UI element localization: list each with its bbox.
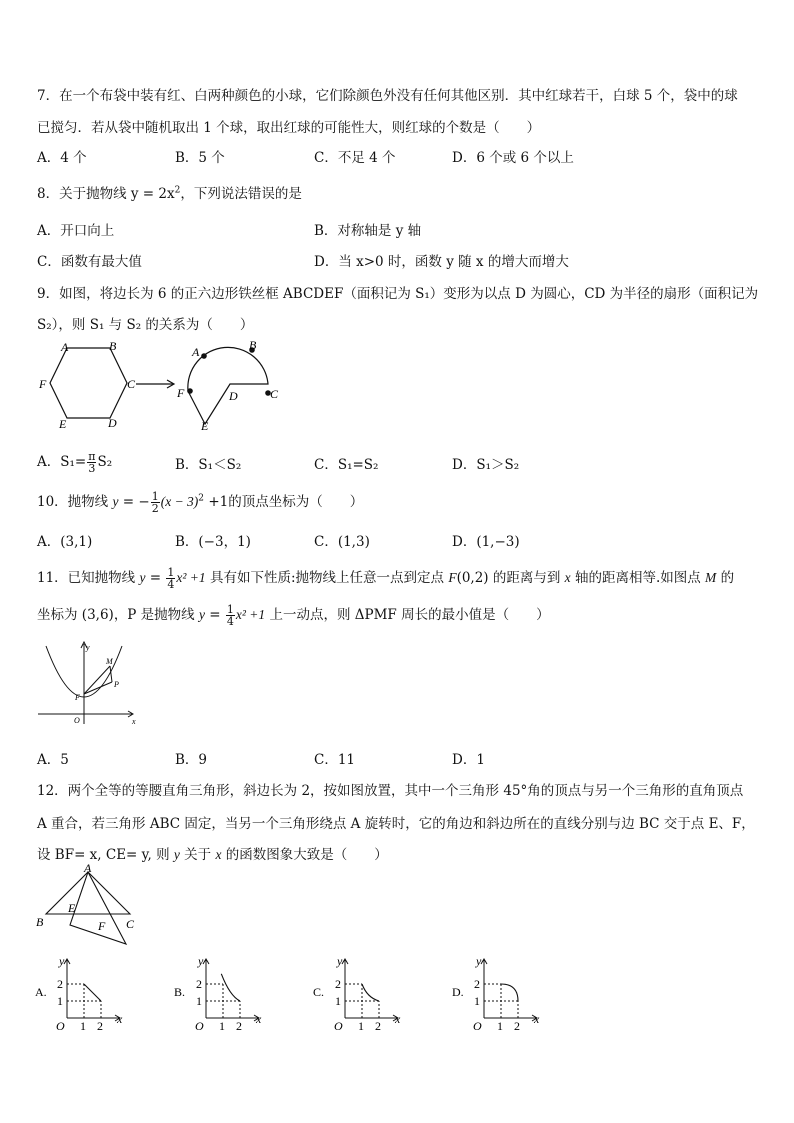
q8-option-b: B．对称轴是 y 轴	[314, 223, 422, 239]
hexagon-shape	[50, 348, 127, 418]
q11-var-y2: y	[198, 607, 205, 622]
q10-option-c: C．(1,3)	[314, 534, 370, 550]
q11-label-x: x	[132, 717, 136, 726]
graph-b-tick-2y: 2	[196, 977, 202, 991]
q10-option-d: D．(1,−3)	[452, 534, 520, 550]
graph-c-label-o: O	[334, 1019, 343, 1030]
q12-figure	[34, 862, 144, 952]
graph-c-curve	[362, 984, 379, 1001]
q12-text-1: 设 BF= x, CE= y, 则	[37, 847, 174, 863]
q11-frac2-num: 1	[226, 603, 234, 616]
sector-point-f	[187, 388, 193, 394]
hex-label-e: E	[59, 417, 67, 431]
sector-label-a: A	[192, 345, 200, 359]
q11-expression: x² +1	[176, 570, 206, 585]
graph-c-label-x: x	[395, 1012, 401, 1026]
q11-text-7: ，P 是抛物线	[113, 607, 199, 623]
hex-label-d: D	[108, 416, 117, 430]
q12-text-3: 的函数图象大致是（ ）	[221, 847, 388, 863]
q11-label-f: F	[75, 693, 80, 702]
q10-frac-num: 1	[151, 490, 159, 503]
q9-option-b: B．S₁＜S₂	[175, 457, 242, 473]
q8-exponent: 2	[174, 185, 181, 196]
q11-label-p: P	[114, 680, 119, 689]
q8-stem-tail: ，下列说法错误的是	[180, 186, 302, 202]
sector-label-e: E	[201, 419, 209, 433]
graph-a-label-y: y	[59, 954, 65, 968]
q11-frac-den: 4	[167, 578, 175, 591]
q11-label-y: y	[86, 643, 90, 652]
q11-text-3: 的距离与到	[488, 570, 565, 586]
q9-option-a-prefix: A．S₁=	[37, 454, 87, 470]
q10-equals: = −	[118, 494, 150, 510]
q10-option-a: A．(3,1)	[37, 534, 93, 550]
graph-a-curve	[84, 984, 101, 1001]
q8-stem	[37, 182, 302, 202]
q12-answer-graphs	[30, 950, 750, 1030]
graph-c-letter: C.	[313, 985, 325, 999]
graph-a-tick-1y: 1	[57, 994, 63, 1008]
segment-fp	[84, 682, 112, 694]
q7-option-c: C．不足 4 个	[314, 150, 396, 166]
graph-d-label-x: x	[534, 1012, 540, 1026]
q12-stem-line1: 12．两个全等的等腰直角三角形，斜边长为 2，按如图放置，其中一个三角形 45°角的顶点与另一个三角形的直角顶点	[37, 783, 744, 799]
q11-label-m: M	[106, 657, 113, 666]
q11-text-4: 轴的距离相等.如图点	[570, 570, 706, 586]
q12-label-b: B	[36, 915, 44, 929]
sector-label-d: D	[229, 389, 238, 403]
q8-option-d: D．当 x>0 时，函数 y 随 x 的增大而增大	[314, 254, 569, 270]
triangle-rotating	[70, 872, 126, 944]
graph-d-curve	[501, 984, 518, 1001]
q10-stem-tail: 的顶点坐标为（ ）	[228, 494, 364, 510]
graph-d-label-y: y	[476, 954, 482, 968]
graph-b-label-y: y	[198, 954, 204, 968]
q10-stem	[37, 490, 363, 514]
sector-label-f: F	[177, 386, 185, 400]
graph-b-tick-1x: 1	[219, 1019, 225, 1030]
q11-option-c: C．11	[314, 752, 356, 768]
q12-label-a: A	[84, 862, 92, 875]
hex-label-c: C	[127, 377, 136, 391]
q11-var-x: x	[564, 570, 571, 585]
q12-var-x: x	[215, 847, 222, 862]
q10-constant: +1	[204, 494, 229, 510]
q12-stem-line2: A 重合，若三角形 ABC 固定，当另一个三角形绕点 A 旋转时，它的角边和斜边所在的直线分别与边 BC 交于点 E、F，	[37, 816, 755, 832]
graph-d-tick-2y: 2	[474, 977, 480, 991]
q9-stem-line1: 9．如图，将边长为 6 的正六边形铁丝框 ABCDEF（面积记为 S₁）变形为以点 D 为圆心，CD 为半径的扇形（面积记为	[37, 286, 759, 302]
graph-a-label-x: x	[117, 1012, 123, 1026]
graph-c-tick-2x: 2	[375, 1019, 381, 1030]
graph-b-label-o: O	[195, 1019, 204, 1030]
q8-stem-text: 8．关于抛物线 y = 2x	[37, 186, 175, 202]
q10-option-b: B．(−3，1)	[175, 534, 251, 550]
graph-d-tick-1y: 1	[474, 994, 480, 1008]
q7-option-a: A．4 个	[37, 150, 87, 166]
graph-a-label-o: O	[56, 1019, 65, 1030]
triangle-abc	[46, 872, 130, 914]
q11-option-a: A．5	[37, 752, 69, 768]
q12-text-2: 关于	[179, 847, 216, 863]
q9-option-d: D．S₁＞S₂	[452, 457, 520, 473]
q11-stem-line2	[37, 603, 550, 627]
q11-text-2: 具有如下性质:抛物线上任意一点到定点	[205, 570, 449, 586]
q12-label-f: F	[98, 919, 106, 933]
q11-equals: =	[145, 570, 166, 586]
sector-shape	[188, 347, 268, 424]
graph-a-tick-2y: 2	[57, 977, 63, 991]
q11-point-f: (0,2)	[456, 570, 489, 586]
q9-stem-line2: S₂），则 S₁ 与 S₂ 的关系为（ ）	[37, 317, 254, 333]
q10-expression: (x − 3)	[160, 494, 199, 509]
sector-label-c: C	[270, 387, 279, 401]
hex-label-b: B	[109, 339, 117, 353]
q11-frac2-den: 4	[226, 615, 234, 628]
hex-label-f: F	[39, 377, 47, 391]
q11-point-m: (3,6)	[81, 607, 114, 623]
q8-option-c: C．函数有最大值	[37, 254, 142, 270]
q9-frac-num: π	[88, 450, 96, 463]
graph-a-tick-2x: 2	[97, 1019, 103, 1030]
graph-d-letter: D.	[452, 985, 464, 999]
graph-d-tick-2x: 2	[514, 1019, 520, 1030]
graph-d-tick-1x: 1	[497, 1019, 503, 1030]
sector-label-b: B	[249, 338, 257, 352]
q9-option-a-suffix: S₂	[97, 454, 113, 470]
sector-point-a	[201, 353, 207, 359]
q11-text-5: 的	[716, 570, 735, 586]
q11-label-o: O	[74, 716, 80, 725]
q10-exponent: 2	[198, 493, 205, 504]
q12-label-e: E	[68, 901, 76, 915]
graph-a-tick-1x: 1	[80, 1019, 86, 1030]
graph-a-letter: A.	[35, 985, 47, 999]
graph-c-tick-2y: 2	[335, 977, 341, 991]
q11-equals2: =	[204, 607, 225, 623]
q9-frac-den: 3	[88, 462, 96, 475]
q10-stem-text: 10．抛物线	[37, 494, 113, 510]
q11-var-y: y	[139, 570, 146, 585]
q11-frac-num: 1	[167, 566, 175, 579]
q7-option-b: B．5 个	[175, 150, 225, 166]
graph-b-tick-2x: 2	[236, 1019, 242, 1030]
q9-figure	[30, 336, 300, 436]
q7-option-d: D．6 个或 6 个以上	[452, 150, 574, 166]
q11-figure	[34, 638, 144, 728]
q11-text-6: 坐标为	[37, 607, 82, 623]
graph-c-tick-1y: 1	[335, 994, 341, 1008]
q10-frac-den: 2	[151, 502, 159, 515]
hex-label-a: A	[61, 340, 69, 354]
graph-d-label-o: O	[473, 1019, 482, 1030]
graph-b-tick-1y: 1	[196, 994, 202, 1008]
q11-var-m: M	[705, 570, 717, 585]
q11-text-8: 上一动点，则 ΔPMF 周长的最小值是（ ）	[265, 607, 550, 623]
q11-option-d: D．1	[452, 752, 485, 768]
q12-var-y: y	[173, 847, 180, 862]
q10-var-y: y	[112, 494, 119, 509]
graph-c-tick-1x: 1	[358, 1019, 364, 1030]
graph-b-label-x: x	[256, 1012, 262, 1026]
q7-stem-line1: 7．在一个布袋中装有红、白两种颜色的小球，它们除颜色外没有任何其他区别．其中红球若干，白球 5 个，袋中的球	[37, 88, 738, 104]
graph-c-label-y: y	[337, 954, 343, 968]
graph-b-curve	[221, 974, 240, 1001]
q9-option-c: C．S₁=S₂	[314, 457, 379, 473]
q12-stem-line3	[37, 843, 388, 863]
segment-mp	[110, 666, 112, 682]
q11-expression2: x² +1	[235, 607, 266, 622]
q8-option-a: A．开口向上	[37, 223, 115, 239]
graph-b-letter: B.	[174, 985, 186, 999]
q11-text-1: 11．已知抛物线	[37, 570, 140, 586]
q7-stem-line2: 已搅匀．若从袋中随机取出 1 个球，取出红球的可能性大，则红球的个数是（ ）	[37, 120, 541, 136]
q11-var-f: F	[448, 570, 457, 585]
q12-label-c: C	[126, 917, 135, 931]
q11-stem-line1	[37, 566, 734, 590]
q9-option-a	[37, 450, 112, 474]
q11-option-b: B．9	[175, 752, 208, 768]
